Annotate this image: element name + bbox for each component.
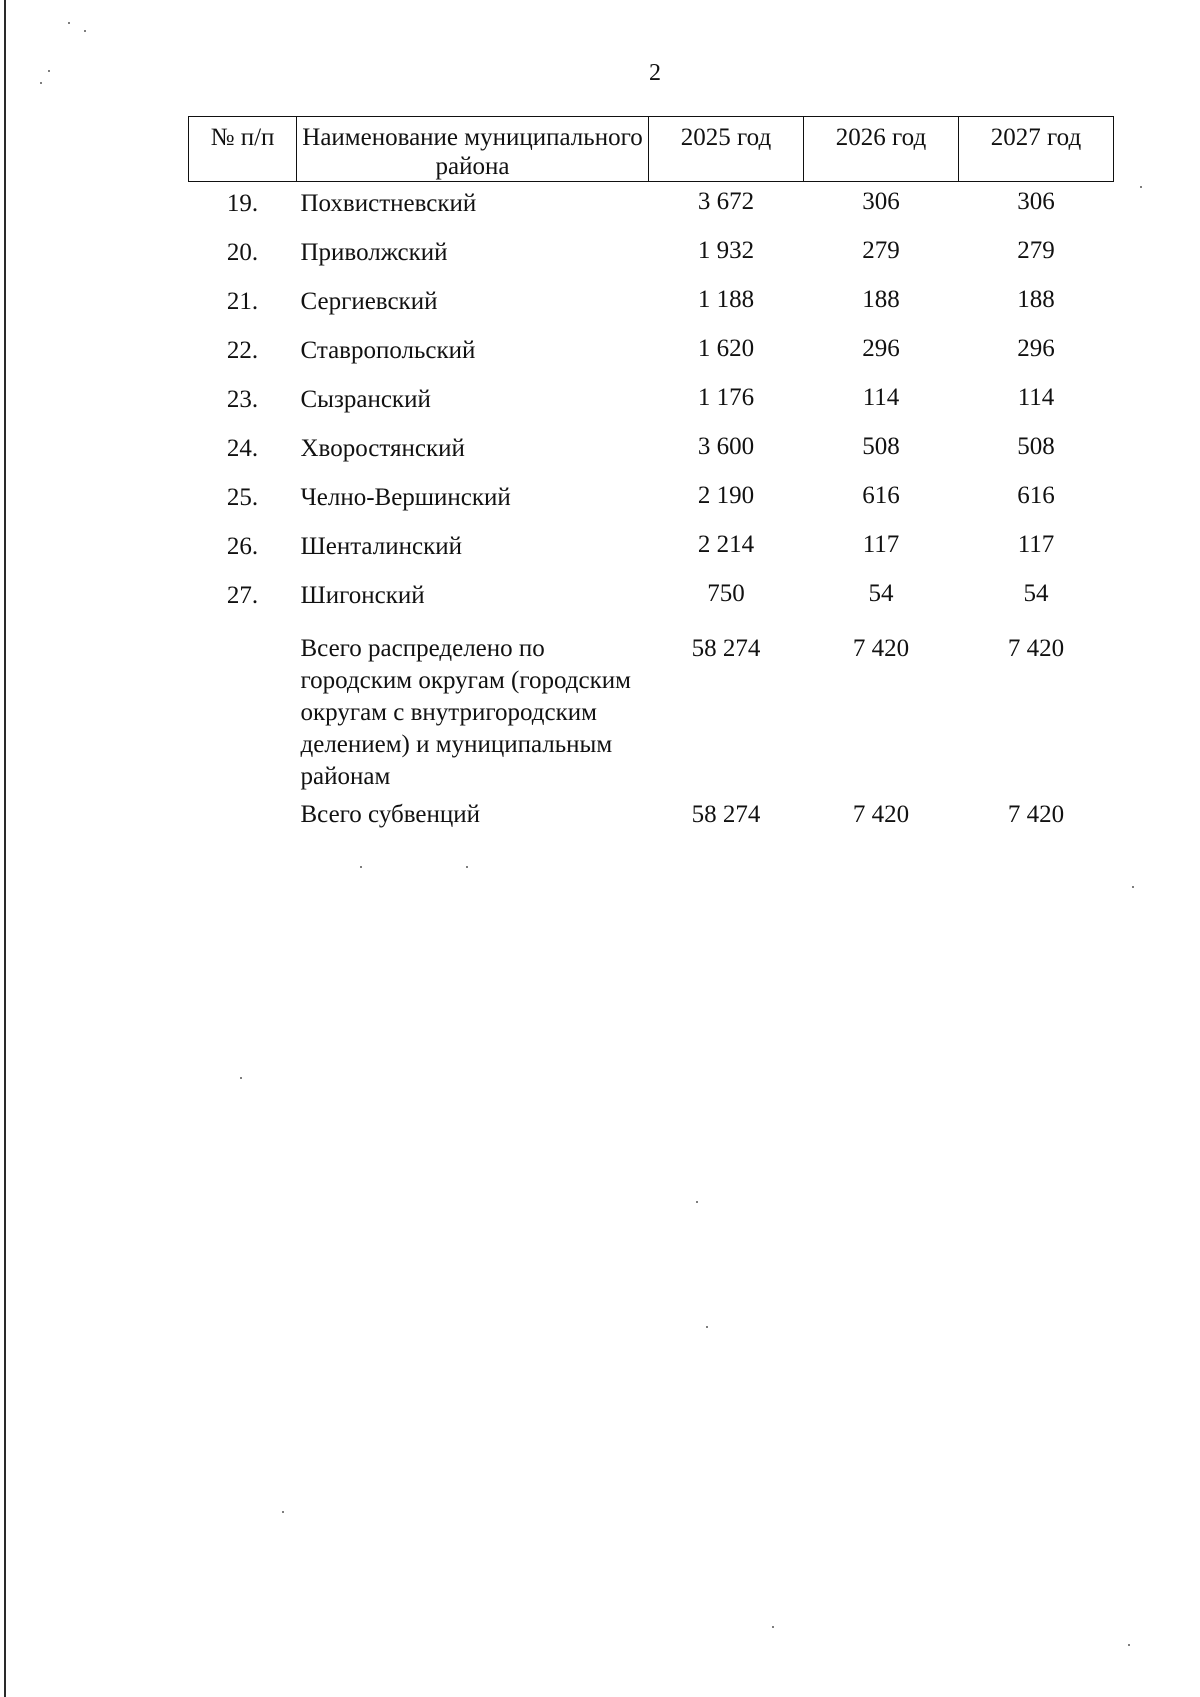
- district-name: Приволжский: [300, 239, 448, 266]
- scan-speck: [772, 1626, 774, 1628]
- total-distributed-2026: 7 420: [852, 635, 910, 662]
- table-row: [189, 378, 1114, 427]
- row-number-empty: [189, 793, 297, 842]
- row-number: 22.: [226, 337, 259, 364]
- value-2026: 279: [862, 237, 900, 264]
- scan-speck: [360, 866, 362, 868]
- header-row: [189, 117, 1114, 182]
- total-subventions-2025: 58 274: [691, 801, 761, 828]
- value-2026: 54: [868, 580, 894, 607]
- table-header: [189, 117, 1114, 182]
- district-name: Хворостянский: [300, 435, 465, 462]
- value-2025: 3 600: [697, 433, 755, 460]
- row-number: 24.: [226, 435, 259, 462]
- district-name: Шигонский: [300, 582, 425, 609]
- value-2027: 296: [1017, 335, 1055, 362]
- row-number: 26.: [226, 533, 259, 560]
- value-2025: 3 672: [697, 188, 755, 215]
- total-distributed-2027: 7 420: [1007, 635, 1065, 662]
- district-name: Сызранский: [300, 386, 431, 413]
- value-2026: 114: [862, 384, 900, 411]
- scan-left-edge: [4, 0, 6, 1697]
- value-2026: 306: [862, 188, 900, 215]
- district-name: Похвистневский: [300, 190, 477, 217]
- total-distributed-row: [189, 623, 1114, 793]
- column-header-number: № п/п: [189, 117, 297, 182]
- district-name: Челно-Вершинский: [300, 484, 511, 511]
- value-2025: 1 620: [697, 335, 755, 362]
- value-2025: 1 188: [697, 286, 755, 313]
- district-name: Шенталинский: [300, 533, 462, 560]
- total-subventions-2027: 7 420: [1007, 801, 1065, 828]
- column-header-2025: 2025 год: [649, 117, 804, 182]
- column-header-2026: 2026 год: [804, 117, 959, 182]
- total-distributed-label: Всего распределено по городским округам (городским округам с внутригородским делением) и муниципальным районам: [300, 635, 631, 790]
- column-header-2027: 2027 год: [959, 117, 1114, 182]
- scan-speck: [696, 1201, 698, 1203]
- value-2027: 54: [1023, 580, 1049, 607]
- scan-speck: [40, 82, 42, 84]
- value-2027: 279: [1017, 237, 1055, 264]
- value-2027: 117: [1017, 531, 1055, 558]
- table-row: [189, 280, 1114, 329]
- table-row: [189, 231, 1114, 280]
- table-row: [189, 182, 1114, 232]
- scan-speck: [706, 1326, 708, 1328]
- value-2027: 114: [1017, 384, 1055, 411]
- row-number: 20.: [226, 239, 259, 266]
- scan-speck: [282, 1511, 284, 1513]
- scan-speck: [1128, 1644, 1130, 1646]
- row-number: 19.: [226, 190, 259, 217]
- table-row: [189, 574, 1114, 623]
- value-2027: 616: [1017, 482, 1055, 509]
- row-number: 27.: [226, 582, 259, 609]
- value-2027: 508: [1017, 433, 1055, 460]
- value-2025: 2 190: [697, 482, 755, 509]
- row-number: 23.: [226, 386, 259, 413]
- scan-speck: [84, 30, 86, 32]
- scan-speck: [466, 866, 468, 868]
- scan-speck: [1140, 186, 1142, 188]
- page-number: 2: [649, 60, 661, 86]
- district-name: Ставропольский: [300, 337, 476, 364]
- subvention-table: [188, 116, 1114, 842]
- total-distributed-2025: 58 274: [691, 635, 761, 662]
- value-2026: 188: [862, 286, 900, 313]
- column-header-name: Наименование муниципального района: [297, 117, 649, 182]
- value-2026: 508: [862, 433, 900, 460]
- table-row: [189, 329, 1114, 378]
- table-row: [189, 476, 1114, 525]
- value-2026: 616: [862, 482, 900, 509]
- total-subventions-2026: 7 420: [852, 801, 910, 828]
- table-body: [189, 182, 1114, 843]
- table-row: [189, 427, 1114, 476]
- scan-speck: [68, 22, 70, 24]
- row-number-empty: [189, 623, 297, 793]
- value-2025: 1 932: [697, 237, 755, 264]
- value-2027: 306: [1017, 188, 1055, 215]
- value-2026: 296: [862, 335, 900, 362]
- value-2025: 2 214: [697, 531, 755, 558]
- value-2025: 750: [707, 580, 745, 607]
- distribution-table: [188, 116, 1114, 842]
- scan-speck: [240, 1077, 242, 1079]
- table-row: [189, 525, 1114, 574]
- row-number: 21.: [226, 288, 259, 315]
- total-subventions-row: [189, 793, 1114, 842]
- total-subventions-label: Всего субвенций: [300, 801, 480, 828]
- district-name: Сергиевский: [300, 288, 438, 315]
- value-2026: 117: [862, 531, 900, 558]
- value-2025: 1 176: [697, 384, 755, 411]
- value-2027: 188: [1017, 286, 1055, 313]
- scan-speck: [48, 70, 50, 72]
- row-number: 25.: [226, 484, 259, 511]
- scan-speck: [1132, 886, 1134, 888]
